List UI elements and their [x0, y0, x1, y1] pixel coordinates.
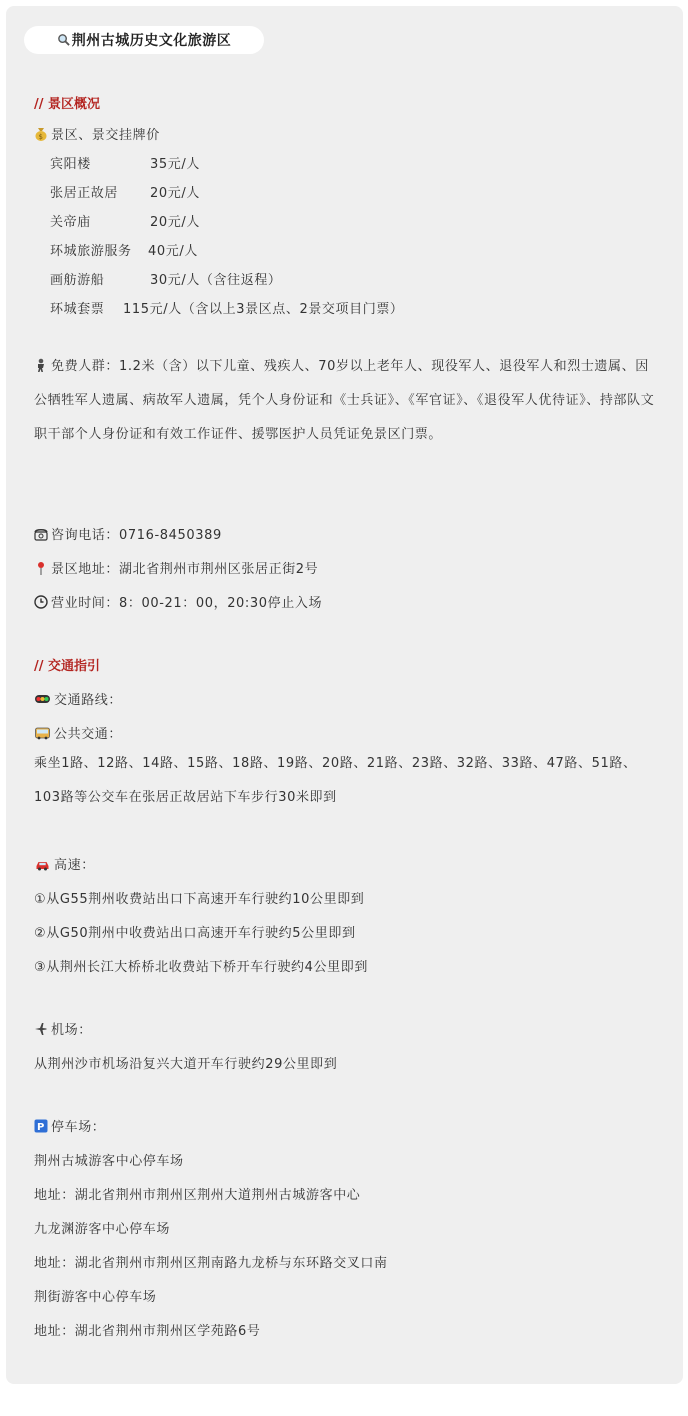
price-header: $ 景区、景交挂牌价 — [34, 124, 160, 143]
price-row: 张居正故居 20元/人 — [50, 186, 200, 201]
car-icon — [34, 857, 51, 871]
highway-label: 高速： — [34, 854, 95, 873]
free-admission-text: 免费人群：1.2米（含）以下儿童、残疾人、70岁以上老年人、现役军人、退役军人和烈士遗属、因公牺牲军人遗属、病故军人遗属，凭个人身份证和《士兵证》、《军官证》、《退役军人优待证》、持部队文职干部个人身份证和有效工作证件、援鄂医护人员凭证免景区门票。 — [34, 359, 655, 442]
parking-label: P 停车场： — [34, 1116, 105, 1135]
airplane-icon — [34, 1022, 48, 1036]
section-heading-traffic: // 交通指引 — [34, 659, 101, 674]
airport-label: 机场： — [34, 1019, 92, 1038]
highway-item: ①从G55荆州收费站出口下高速开车行驶约10公里即到 — [34, 892, 365, 907]
parking-item: 地址：湖北省荆州市荆州区学苑路6号 — [34, 1324, 261, 1339]
bus-routes-text: 乘坐1路、12路、14路、15路、18路、19路、20路、21路、23路、32路、33路、47路、51路、103路等公交车在张居正故居站下车步行30米即到 — [34, 756, 637, 805]
bus-label: 公共交通： — [34, 723, 122, 742]
hours-line: 营业时间：8：00-21：00，20:30停止入场 — [34, 592, 322, 611]
svg-text:$: $ — [38, 133, 44, 141]
money-bag-icon — [34, 127, 48, 141]
airport-text: 从荆州沙市机场沿复兴大道开车行驶约29公里即到 — [34, 1057, 338, 1072]
parking-icon — [34, 1119, 48, 1133]
pin-icon — [34, 561, 48, 575]
parking-item: 荆街游客中心停车场 — [34, 1290, 157, 1305]
highway-item: ②从G50荆州中收费站出口高速开车行驶约5公里即到 — [34, 926, 356, 941]
phone-line: 咨询电话：0716-8450389 — [34, 524, 222, 543]
clock-icon — [34, 595, 48, 609]
price-row: 环城套票 115元/人（含以上3景区点、2景交项目门票） — [50, 302, 404, 317]
traffic-light-icon — [34, 692, 51, 706]
magnifier-icon — [57, 33, 70, 46]
price-row: 宾阳楼 35元/人 — [50, 157, 200, 172]
telephone-icon — [34, 527, 48, 541]
price-row: 关帝庙 20元/人 — [50, 215, 200, 230]
svg-text:P: P — [37, 1122, 45, 1133]
section-heading-overview: // 景区概况 — [34, 97, 101, 112]
title-pill — [24, 26, 264, 54]
price-row: 画舫游船 30元/人（含往返程） — [50, 273, 282, 288]
page-title: 荆州古城历史文化旅游区 — [57, 30, 232, 50]
price-row: 环城旅游服务 40元/人 — [50, 244, 198, 259]
parking-item: 荆州古城游客中心停车场 — [34, 1154, 184, 1169]
address-line: 景区地址：湖北省荆州市荆州区张居正街2号 — [34, 558, 318, 577]
parking-item: 九龙渊游客中心停车场 — [34, 1222, 171, 1237]
highway-item: ③从荆州长江大桥桥北收费站下桥开车行驶约4公里即到 — [34, 960, 368, 975]
bus-icon — [34, 726, 51, 740]
parking-item: 地址：湖北省荆州市荆州区荆南路九龙桥与东环路交叉口南 — [34, 1256, 388, 1271]
route-label: 交通路线： — [34, 689, 122, 708]
person-icon — [34, 358, 48, 372]
parking-item: 地址：湖北省荆州市荆州区荆州大道荆州古城游客中心 — [34, 1188, 361, 1203]
